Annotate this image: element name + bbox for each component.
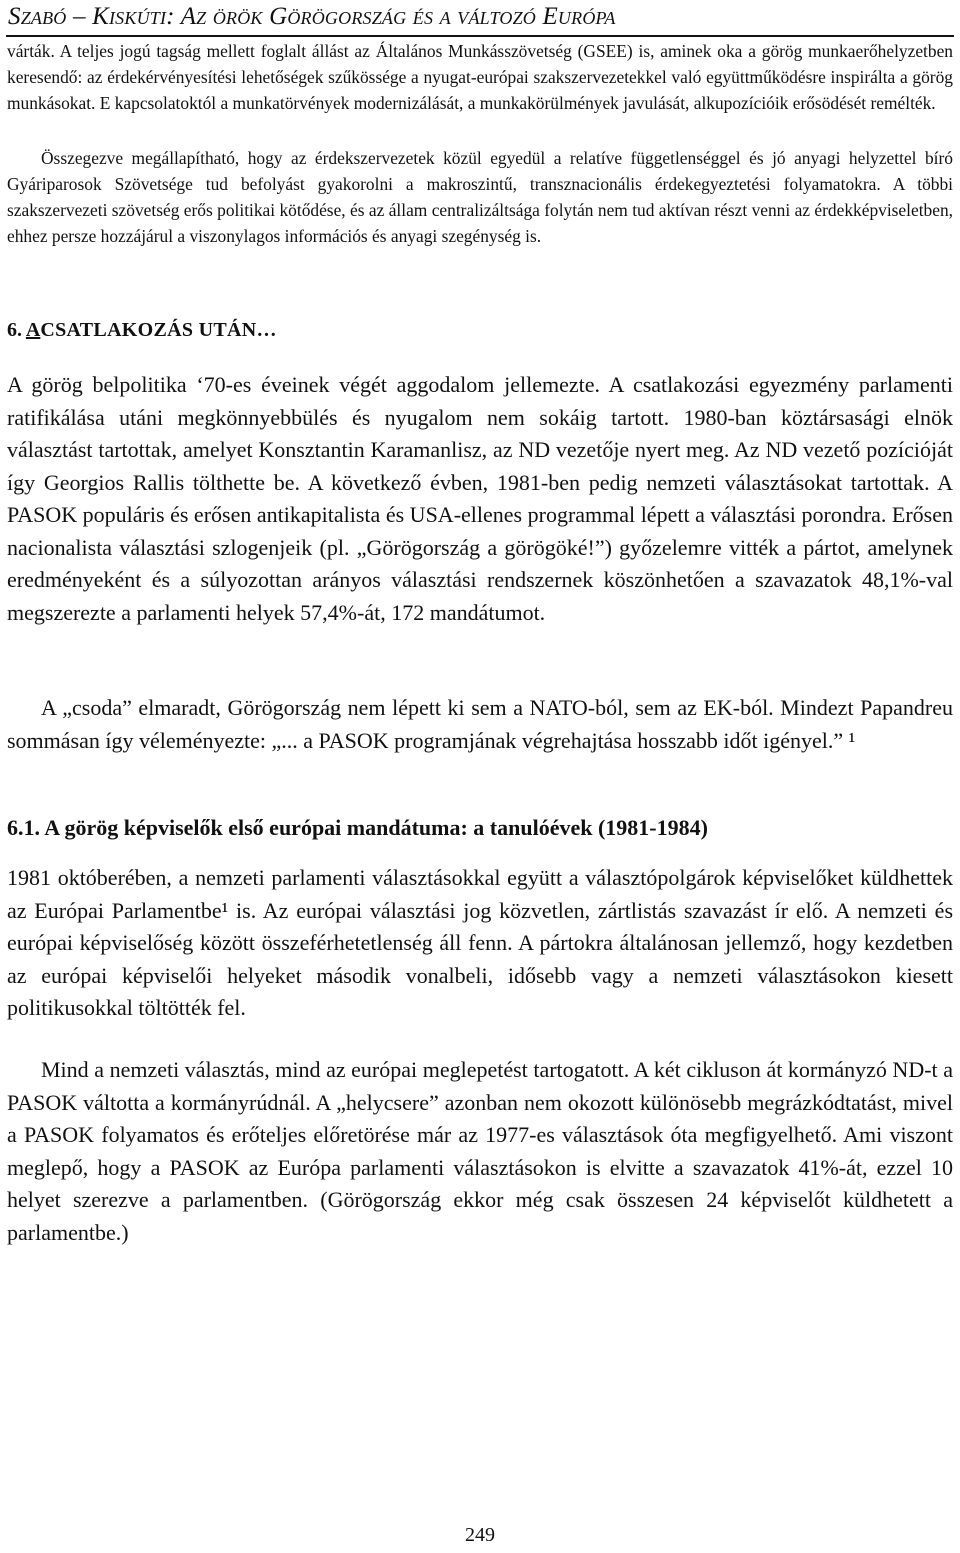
section-6-title: CSATLAKOZÁS UTÁN… [40, 319, 277, 341]
section-heading-6-1: 6.1. A görög képviselők első európai mandátuma: a tanulóévek (1981-1984) [7, 815, 708, 840]
page-number: 249 [465, 1524, 495, 1546]
section-heading-6 [7, 316, 953, 344]
section-6-initial: A [25, 319, 41, 341]
paragraph-surprise: Mind a nemzeti választás, mind az európai meglepetést tartogatott. A két cikluson át kormányzó ND-t a PASOK váltotta a kormányrúdnál. A „helycsere” azonban nem okozott különösebb megrázkódtatást, mivel a PASOK folyamatos és erőteljes előretörése már az 1977-es választások óta megfigyelhető. Ami viszont meglepő, hogy a PASOK az Európa parlamenti választásokon is elvitte a szavazatok 41%-át, ezzel 10 helyet szerezve a parlamentben. (Görögország ekkor még csak összesen 24 képviselőt küldhetett a parlamentbe.) [7, 1057, 953, 1245]
paragraph-gsee: várták. A teljes jogú tagság mellett foglalt állást az Általános Munkásszövetség (GSEE) is, aminek oka a görög munkaerőhelyzetben keresendő: az érdekérvényesítési lehetőségek szűkössége a nyugat-európai szakszervezetekkel való együttműködésre inspirálta a görög munkásokat. E kapcsolatoktól a munkatörvények modernizálását, a munkakörülmények javulását, alkupozícióik erősödését remélték. [7, 41, 953, 113]
header-rule [6, 35, 954, 37]
paragraph-summary: Összegezve megállapítható, hogy az érdekszervezetek közül egyedül a relatíve függetlenséggel és jó anyagi helyzettel bíró Gyáriparosok Szövetsége tud befolyást gyakorolni a makroszintű, transznacionális érdekegyeztetési folyamatokra. A többi szakszervezeti szövetség erős politikai kötődése, és az állam centralizáltsága folytán nem tud aktívan részt venni az érdekképviseletben, ehhez persze hozzájárul a viszonylagos információs és anyagi szegénység is. [7, 148, 953, 246]
paragraph-greek-politics: A görög belpolitika ‘70-es éveinek végét aggodalom jellemezte. A csatlakozási egyezmény parlamenti ratifikálása utáni megkönnyebbülés és nyugalom nem sokáig tartott. 1980-ban köztársasági elnök választást tartottak, amelyet Konsztantin Karamanlisz, az ND vezetője nyert meg. Az ND vezető pozícióját így Georgios Rallis tölthette be. A következő évben, 1981-ben pedig nemzeti választásokat tartottak. A PASOK populáris és erősen antikapitalista és USA-ellenes programmal lépett a választási porondra. Erősen nacionalista választási szlogenjeik (pl. „Görögország a görögöké!”) győzelemre vitték a pártot, amelynek eredményeként és a súlyozottan arányos választási rendszernek köszönhetően a szavazatok 48,1%-val megszerezte a parlamenti helyek 57,4%-át, 172 mandátumot. [7, 372, 953, 625]
paragraph-european-elections: 1981 októberében, a nemzeti parlamenti választásokkal együtt a választópolgárok képviselőket küldhettek az Európai Parlamentbe¹ is. Az európai választási jog közvetlen, zártlistás szavazást ír elő. A nemzeti és európai képviselőség között összeférhetetlenség áll fenn. A pártokra általánosan jellemző, hogy kezdetben az európai képviselői helyeket második vonalbeli, idősebb vagy a nemzeti választásokon kiesett politikusokkal töltötték fel. [7, 865, 953, 1020]
running-header: Szabó – Kiskúti: Az örök Görögország és a változó Európa [8, 3, 616, 30]
paragraph-miracle: A „csoda” elmaradt, Görögország nem lépett ki sem a NATO-ból, sem az EK-ból. Mindezt Papandreu sommásan így véleményezte: „... a PASOK programjának végrehajtása hosszabb időt igényel.” ¹ [7, 695, 953, 753]
section-6-number: 6. [7, 319, 22, 341]
